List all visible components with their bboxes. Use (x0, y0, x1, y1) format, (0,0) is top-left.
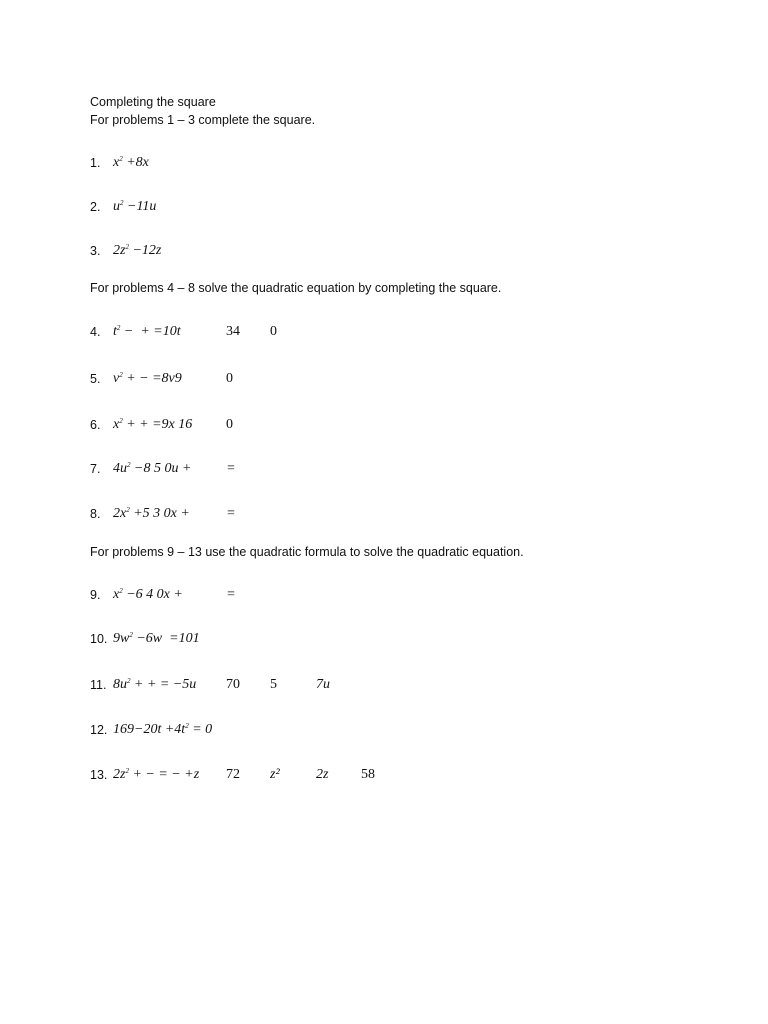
problem-number: 3. (90, 244, 101, 258)
problem-number: 13. (90, 768, 108, 782)
expression-fragment: 58 (361, 767, 375, 782)
expression-fragment: 70 (226, 677, 240, 692)
problem-number: 11. (90, 678, 107, 692)
problem-expression: $u^2 -11u$ (113, 199, 157, 214)
expression-fragment: 0 (226, 417, 233, 432)
problem-number: 10. (90, 632, 108, 646)
problem-number: 2. (90, 200, 101, 214)
problem-number: 9. (90, 588, 101, 602)
section-2-instructions: For problems 4 – 8 solve the quadratic equation by completing the square. (90, 281, 502, 295)
problem-number: 6. (90, 418, 101, 432)
problem-expression: $t^2$ − + =10t (113, 324, 181, 339)
problem-expression: $x^2$ + + =9x 16 (113, 417, 193, 432)
expression-fragment: 0 (226, 371, 233, 386)
problem-expression: $9w^2 -6w =101$ (113, 631, 200, 646)
problem-expression: $4u^2 -8$ 5 0u + (113, 461, 192, 476)
section-3-instructions: For problems 9 – 13 use the quadratic formula to solve the quadratic equation. (90, 545, 524, 559)
expression-fragment: z² (270, 767, 280, 782)
problem-expression: $x^2 +8x$ (113, 155, 149, 170)
expression-fragment: = (227, 461, 235, 476)
expression-fragment: 5 (270, 677, 277, 692)
expression-fragment: = (227, 506, 235, 521)
expression-fragment: 34 (226, 324, 240, 339)
problem-number: 5. (90, 372, 101, 386)
problem-expression: $v^2$ + − =8v9 (113, 371, 182, 386)
problem-number: 4. (90, 325, 101, 339)
expression-fragment: 7u (316, 677, 330, 692)
expression-fragment: = (227, 587, 235, 602)
problem-number: 1. (90, 156, 101, 170)
expression-fragment: 0 (270, 324, 277, 339)
problem-expression: $x^2 -6$ 4 0x + (113, 587, 183, 602)
problem-number: 7. (90, 462, 101, 476)
problem-expression: $8u^2$ + + = −5u (113, 677, 197, 692)
problem-number: 12. (90, 723, 108, 737)
expression-fragment: 72 (226, 767, 240, 782)
problem-number: 8. (90, 507, 101, 521)
problem-expression: $169-20t +4t^2 = 0$ (113, 722, 213, 737)
section-1-instructions: For problems 1 – 3 complete the square. (90, 113, 316, 127)
expression-fragment: 2z (316, 767, 329, 782)
problem-expression: $2z^2 -12z$ (113, 243, 162, 258)
worksheet-title: Completing the square (90, 95, 216, 109)
problem-expression: $2z^2$ + − = − +z (113, 767, 200, 782)
problem-expression: $2x^2 +5$ 3 0x + (113, 506, 190, 521)
